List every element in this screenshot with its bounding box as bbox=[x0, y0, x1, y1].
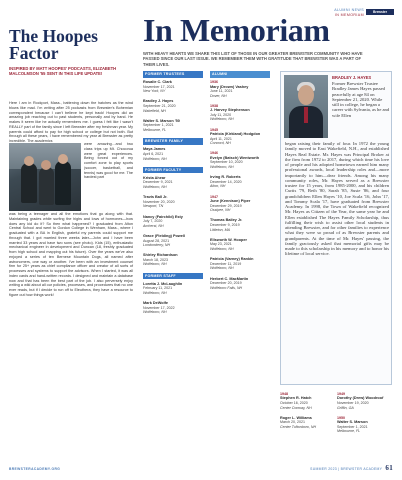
entry-name: Grace (Fielding) Powell bbox=[143, 233, 185, 238]
entry-name: Irving R. Roberts bbox=[210, 175, 241, 180]
class-year: 1947 bbox=[210, 194, 218, 199]
hoopes-paragraph-1: Here I am in Rockport, Mass., battening down the hatches as the wind blows like mad. I'm writing after 25 podcasts from Brewster's Bohemian correspondent because I can't believe he kept track! Hoopes did an amazing job reaching out to past students, personally and by hand. He makes it seem like he actually remembers me. I guess I felt like I wasn't REALLY part of the family since I left Brewster after my freshman year. My parents could afford to pay for high school or college but not both. But through all these years, I have remembered my year at Brewster as pretty incredible. The academics bbox=[9, 101, 133, 143]
entry-place: Wolfeboro, NH bbox=[143, 310, 167, 315]
list-item bbox=[210, 104, 270, 122]
entry-name: Nancy (Fairchild) Esty bbox=[143, 214, 183, 219]
memoriam-intro: WITH HEAVY HEARTS WE SHARE THIS LIST OF THOSE IN OUR GREATER BREWSTER COMMUNITY WHO HAVE PASSED SINCE OUR LAST ISSUE. WE REMEMBER THEM WITH GRATITUDE THAT BREWSTER WAS A PART OF THEIR LIVES. bbox=[143, 51, 363, 67]
alumni-column-3 bbox=[280, 392, 335, 435]
entry-place: Wolfeboro, NH bbox=[143, 156, 167, 161]
entry-name: Patricia (Varney) Rankin bbox=[210, 257, 254, 262]
list-item bbox=[210, 175, 270, 189]
entry-date: December 29, 2019 bbox=[210, 203, 242, 208]
entry-date: November 17, 2022 bbox=[143, 305, 175, 310]
list-item bbox=[210, 277, 270, 291]
section-brewster-family bbox=[143, 138, 203, 161]
entry-date: May 23, 2021 bbox=[210, 242, 232, 247]
entry-date: November 17, 2021 bbox=[143, 84, 175, 89]
entry-name: Roger L. Williams bbox=[280, 415, 312, 420]
section-heading: BREWSTER FAMILY bbox=[143, 138, 203, 145]
list-item bbox=[210, 238, 270, 252]
list-item bbox=[143, 119, 203, 133]
class-year: 1948 bbox=[280, 392, 288, 396]
entry-name: Stephen R. Hatch bbox=[280, 396, 312, 401]
section-label bbox=[334, 8, 364, 17]
entry-place: Wolfeboro, NH bbox=[143, 262, 167, 267]
class-year: 1949 bbox=[337, 392, 345, 396]
class-year: 1950 bbox=[337, 415, 345, 420]
entry-name: Travis Ball Jr. bbox=[143, 195, 168, 200]
section-heading: FORMER FACULTY bbox=[143, 167, 203, 174]
entry-name: Patricia (Kirkland) Hodgdon bbox=[210, 132, 261, 137]
feature-obituary-box bbox=[280, 71, 392, 385]
entry-place: Wolfeboro, NH bbox=[210, 165, 234, 170]
list-item bbox=[210, 257, 270, 271]
list-item bbox=[143, 234, 203, 248]
entry-name: Loretta J. McLaughlin bbox=[143, 281, 183, 286]
class-year: 1936 bbox=[210, 80, 218, 85]
entry-place: Center Tuftonboro, NH bbox=[280, 424, 317, 429]
feature-name: BRADLEY J. HAYES bbox=[332, 75, 372, 80]
entry-date: February 11, 2021 bbox=[143, 286, 173, 291]
entry-name: Krista Ahear bbox=[143, 175, 166, 180]
family-photo bbox=[9, 143, 81, 211]
list-item bbox=[143, 99, 203, 113]
entry-date: March 20, 2021 bbox=[280, 420, 305, 425]
list-item bbox=[210, 151, 270, 169]
list-item bbox=[143, 147, 203, 161]
memoriam-column-2 bbox=[210, 71, 270, 296]
entry-place: Littleton, MA bbox=[210, 227, 230, 232]
section-former-faculty bbox=[143, 167, 203, 267]
entry-name: Maya James bbox=[143, 147, 166, 152]
entry-name: Rosalie C. Clark bbox=[143, 80, 172, 85]
entry-place: Wolfeboro, NH bbox=[210, 266, 234, 271]
entry-date: April 6, 2021 bbox=[143, 151, 164, 156]
entry-name: Shirley Richardson bbox=[143, 253, 178, 258]
entry-place: Dover, NH bbox=[210, 93, 227, 98]
entry-place: New York, NY bbox=[143, 89, 166, 94]
section-heading: FORMER STAFF bbox=[143, 273, 203, 280]
entry-date: September 10, 2020 bbox=[210, 160, 243, 165]
portrait-photo bbox=[284, 75, 328, 138]
entry-date: December 20, 2019 bbox=[210, 281, 242, 286]
entry-date: August 28, 2021 bbox=[143, 238, 170, 243]
section-former-staff bbox=[143, 273, 203, 315]
entry-date: December 9, 2021 bbox=[143, 180, 173, 185]
entry-date: April 11, 2021 bbox=[210, 136, 232, 141]
list-item bbox=[337, 416, 392, 434]
section-heading: FORMER TRUSTEES bbox=[143, 71, 203, 78]
entry-place: Melbourne, FL bbox=[337, 429, 361, 434]
hoopes-paragraph-side: were amazing…and two class trips up Mt. Chocorua were great experiences. Being forced out of my comfort zone to play sports (soccer, basketball, and tennis) was good for me. The hardest part bbox=[84, 142, 133, 180]
issue-label: SUMMER 2023 | BREWSTER ACADEMY bbox=[310, 467, 383, 471]
list-item bbox=[143, 195, 203, 209]
entry-place: Londonderry, NH bbox=[143, 243, 171, 248]
entry-date: July 7, 2020 bbox=[143, 219, 163, 224]
entry-date: June 11, 2021 bbox=[210, 89, 233, 94]
entry-date: November 20, 2020 bbox=[143, 199, 175, 204]
brewster-logo-badge: Brewster bbox=[366, 9, 394, 15]
in-memoriam-label: IN MEMORIAM bbox=[334, 12, 364, 17]
entry-date: December 11, 2019 bbox=[210, 261, 242, 266]
entry-place: Alton, NH bbox=[210, 184, 226, 189]
entry-place: Newport, TN bbox=[143, 204, 164, 209]
hoopes-header bbox=[9, 28, 133, 77]
entry-name: Evelyn (Batsch) Wentworth bbox=[210, 155, 260, 160]
entry-date: July 11, 2020 bbox=[210, 112, 232, 117]
list-item bbox=[280, 416, 335, 430]
memoriam-title: In Memoriam bbox=[143, 12, 330, 48]
list-item bbox=[143, 282, 203, 296]
list-item bbox=[143, 301, 203, 315]
hoopes-intro: INSPIRED BY MATT HOOPES' PODCASTS, ELIZABETH MALCOLMSON '55 SENT IN THIS LIFE UPDATE! bbox=[9, 66, 117, 77]
feature-text-body: began raising their family of four. In 1972 the young family moved to East Wakefield, N.H., and established Hayes Real Estate. Mr. Hayes was Principal Broker at the firm from 1972 to 2017, during which time his love of people and his adopted hometown earned him many professional awards, local leadership roles and—more importantly to him—dear friends. Among his many community roles, Mr. Hayes served as a Brewster trustee for 15 years, from 1985-2000, and his children Curtis '79, Beth '80, Sarah '85, Susie '86, and four grandchildren Ellen Hayes '10, Joe Scala '16, John '17, and Tommy Scala '17, have graduated from Brewster Academy. In 1998, the Town of Wakefield recognized Mr. Hayes as Citizen of the Year, the same year he and Ellen established The Hayes Family Scholarship, thus fulfilling their wish to assist other local students in attending Brewster, and for other families to experience what they were so proud of as Brewster parents and grandparents. At the time of Mr. Hayes' passing, the family graciously asked that memorial gifts may be made to this scholarship in his memory and to honor his lifetime of local service. bbox=[285, 141, 389, 257]
entry-place: Concord, NH bbox=[210, 141, 231, 146]
entry-place: Wolfeboro, NH bbox=[210, 117, 234, 122]
class-year: 1946 bbox=[210, 151, 218, 156]
hoopes-paragraph-2: was being a teenager and all the emotions that go along with that. Maintaining grades while surfing the highs and lows of hormones—how does any kid do it? So then what happened? I graduated from Alton Central School and went to Gordon College in Wenham, Mass., where I graduated with a BA in English, grateful my parents could support me through that. I got married three weeks later—John and I have been married 33 years and have two sons (see photo). Kids (15), enthusiastic mechanical engineer in development and Duncan (18, freshly graduated from high school and mapping out his future). Over the years we've also enjoyed a series of ten Bernese Mountain Dogs, all named after astronomers, one way or another. I've been with an investment counsel firm for 25+ years as chief compliance officer and creator of all sorts of processes and systems to support the advisors. When I started, it was all index cards and hand-written records. I designed and maintain a database now and that has been the best part of the job. I also perversely enjoy writing a wiki about all our policies, processes, and procedures that no one ever reads, but if I decide to run off to Eleuthera, they have a resource to figure out how things work! bbox=[9, 212, 133, 297]
list-item bbox=[210, 218, 270, 232]
entry-name: Bradley J. Hayes bbox=[143, 99, 174, 104]
website-link[interactable]: BREWSTERACADEMY.ORG bbox=[9, 467, 61, 471]
entry-name: Dorothy (Drew) Woodroof bbox=[337, 396, 384, 401]
entry-date: October 16, 2020 bbox=[280, 401, 308, 405]
alumni-column-4 bbox=[337, 392, 392, 440]
list-item bbox=[143, 176, 203, 190]
entry-place: Melbourne, FL bbox=[143, 128, 167, 133]
list-item bbox=[280, 392, 335, 410]
entry-place: Wolfeboro, NH bbox=[143, 184, 167, 189]
class-year: 1945 bbox=[210, 127, 218, 132]
list-item bbox=[143, 253, 203, 267]
class-year: 1938 bbox=[210, 103, 218, 108]
feature-text-top: Former Brewster Trustee Bradley James Hayes passed peacefully at age 84 on September 21, 2020. While still in college, he began a career with Sylvania, as he and wife Ellen bbox=[332, 81, 390, 118]
list-item bbox=[143, 80, 203, 94]
entry-name: Walter S. Marson '50 bbox=[143, 118, 180, 123]
entry-date: September 1, 2021 bbox=[143, 123, 174, 128]
entry-place: Wolfeboro, NH bbox=[210, 246, 234, 251]
entry-name: Mark DeWolfe bbox=[143, 301, 169, 306]
entry-name: June (Kennison) Piper bbox=[210, 199, 251, 203]
entry-place: Griffin, GA bbox=[337, 405, 354, 410]
list-item bbox=[210, 195, 270, 213]
hoopes-title: The Hoopes Factor bbox=[9, 26, 98, 63]
memoriam-column-1 bbox=[143, 71, 203, 321]
entry-place: Center Conway, NH bbox=[280, 405, 312, 410]
entry-place: Wakefield, NH bbox=[143, 108, 166, 113]
entry-date: March 18, 2023 bbox=[143, 257, 168, 262]
entry-date: September 21, 2020 bbox=[143, 104, 176, 109]
section-former-trustees bbox=[143, 71, 203, 133]
list-item bbox=[210, 128, 270, 146]
entry-date: December 9, 2019 bbox=[210, 222, 240, 227]
entry-date: December 14, 2020 bbox=[210, 179, 242, 184]
entry-place: Ossipee, NH bbox=[210, 208, 231, 213]
list-item bbox=[337, 392, 392, 410]
page-number: 61 bbox=[385, 464, 393, 472]
page-footer bbox=[310, 464, 393, 472]
entry-name: Ellsworth W. Hooper bbox=[210, 237, 247, 242]
entry-date: September 1, 2021 bbox=[337, 424, 368, 429]
entry-name: Walter S. Marson bbox=[337, 420, 368, 425]
entry-place: Wolfeboro Falls, NH bbox=[210, 285, 243, 290]
entry-place: Amherst, NH bbox=[143, 223, 164, 228]
alumni-news-label: ALUMNI NEWS bbox=[334, 8, 364, 12]
list-item bbox=[143, 215, 203, 229]
list-item bbox=[210, 80, 270, 98]
entry-name: Thomas Bailey Jr. bbox=[210, 218, 243, 223]
entry-date: November 19, 2020 bbox=[337, 401, 369, 405]
entry-name: Mary (Drown) Vashey bbox=[210, 84, 249, 89]
entry-name: J. Harvey Stephenson bbox=[210, 108, 250, 113]
entry-name: Herbert C. MacMartin bbox=[210, 276, 249, 281]
section-heading: ALUMNI bbox=[210, 71, 270, 78]
entry-place: Wolfeboro, NH bbox=[143, 290, 167, 295]
